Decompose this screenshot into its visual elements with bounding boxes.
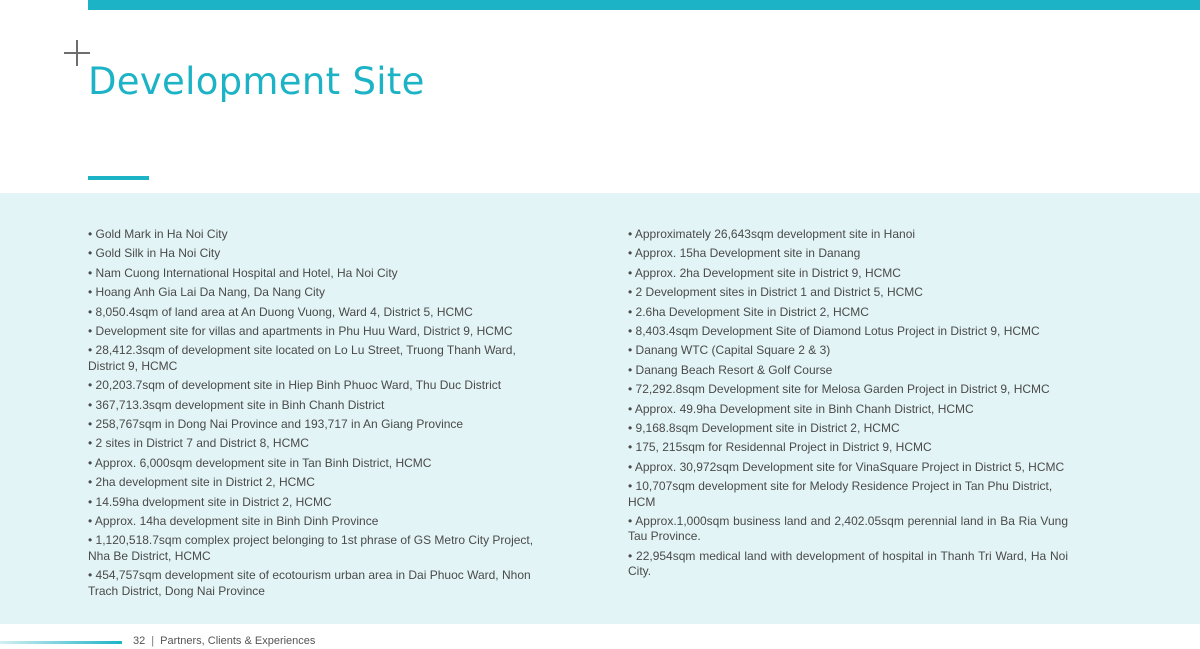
right-site-list — [628, 227, 1068, 584]
list-item: • Approx. 14ha development site in Binh Dinh Province — [88, 513, 379, 528]
list-item: • 22,954sqm medical land with development of hospital in Thanh Tri Ward, Ha Noi City. — [628, 548, 1068, 579]
list-item: • Nam Cuong International Hospital and Hotel, Ha Noi City — [88, 265, 398, 280]
list-item: • 175, 215sqm for Residennal Project in District 9, HCMC — [628, 440, 932, 455]
list-item: • 454,757sqm development site of ecotourism urban area in Dai Phuoc Ward, Nhon Trach District, Dong Nai Province — [88, 568, 531, 598]
list-item: • Danang WTC (Capital Square 2 & 3) — [628, 343, 831, 358]
list-item: • 8,050.4sqm of land area at An Duong Vuong, Ward 4, District 5, HCMC — [88, 304, 473, 319]
page-title: Development Site — [88, 60, 425, 103]
list-item: • Gold Silk in Ha Noi City — [88, 246, 221, 261]
list-item: • Hoang Anh Gia Lai Da Nang, Da Nang City — [88, 285, 325, 300]
plus-icon — [64, 40, 90, 66]
list-item: • Approx. 49.9ha Development site in Binh Chanh District, HCMC — [628, 401, 974, 416]
title-underline — [88, 176, 149, 180]
list-item: • 20,203.7sqm of development site in Hiep Binh Phuoc Ward, Thu Duc District — [88, 378, 502, 393]
list-item: • 2.6ha Development Site in District 2, HCMC — [628, 304, 869, 319]
list-item: • 8,403.4sqm Development Site of Diamond Lotus Project in District 9, HCMC — [628, 323, 1040, 338]
list-item: • Development site for villas and apartments in Phu Huu Ward, District 9, HCMC — [88, 323, 513, 338]
list-item: • 9,168.8sqm Development site in District 2, HCMC — [628, 420, 900, 435]
list-item: • 2 sites in District 7 and District 8, HCMC — [88, 436, 309, 451]
list-item: • 28,412.3sqm of development site located on Lo Lu Street, Truong Thanh Ward, District 9, HCMC — [88, 343, 516, 373]
list-item: • Gold Mark in Ha Noi City — [88, 227, 228, 241]
footer-section-title: Partners, Clients & Experiences — [160, 635, 316, 647]
list-item: • Approx.1,000sqm business land and 2,402.05sqm perennial land in Ba Ria Vung Tau Province. — [628, 513, 1068, 544]
list-item: • 1,120,518.7sqm complex project belonging to 1st phrase of GS Metro City Project, Nha Be District, HCMC — [88, 533, 534, 563]
list-item: • 10,707sqm development site for Melody Residence Project in Tan Phu District, HCM — [628, 479, 1053, 509]
left-site-list — [88, 227, 550, 603]
list-item: • 72,292.8sqm Development site for Melosa Garden Project in District 9, HCMC — [628, 382, 1050, 397]
footer-separator: | — [151, 635, 155, 647]
list-item: • 14.59ha dvelopment site in District 2, HCMC — [88, 494, 332, 509]
list-item: • 367,713.3sqm development site in Binh Chanh District — [88, 397, 385, 412]
page-number: 32 — [133, 635, 146, 647]
list-item: • 2 Development sites in District 1 and District 5, HCMC — [628, 285, 923, 300]
footer — [133, 634, 315, 648]
list-item: • Approx. 30,972sqm Development site for VinaSquare Project in District 5, HCMC — [628, 459, 1065, 474]
footer-accent-line — [0, 641, 122, 644]
list-item: • 2ha development site in District 2, HCMC — [88, 475, 315, 490]
list-item: • 258,767sqm in Dong Nai Province and 193,717 in An Giang Province — [88, 417, 464, 432]
list-item: • Approx. 15ha Development site in Danang — [628, 246, 861, 261]
list-item: • Approximately 26,643sqm development site in Hanoi — [628, 227, 916, 241]
top-accent-bar — [88, 0, 1200, 10]
list-item: • Approx. 6,000sqm development site in Tan Binh District, HCMC — [88, 455, 432, 470]
list-item: • Danang Beach Resort & Golf Course — [628, 362, 833, 377]
list-item: • Approx. 2ha Development site in District 9, HCMC — [628, 265, 901, 280]
